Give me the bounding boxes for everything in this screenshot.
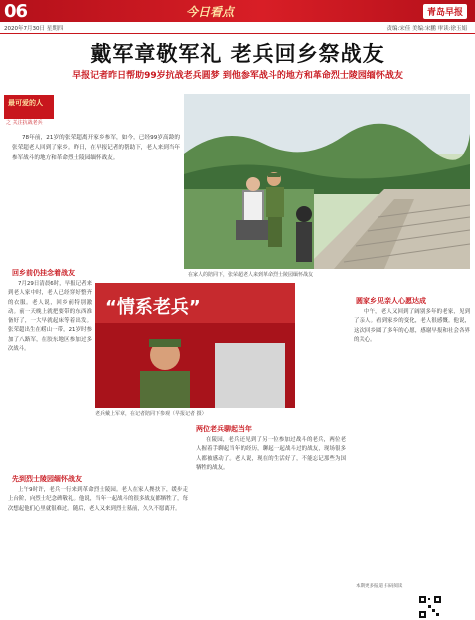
lead-paragraph: 78年前，21岁的张荣超离开家乡参军，如今，已经99岁高龄的张荣超老人回到了家乡。昨日，在早报记者的帮助下，老人来到当年参军战斗的地方和革命烈士陵园缅怀战友。 [12,135,180,161]
memorial-photo [184,94,470,269]
dateline [0,22,475,34]
section-heading: 两位老兵聊起当年 [196,425,252,433]
section-heading: 回乡前仍挂念着战友 [12,269,75,277]
ribbon-title: 最可爱的人 [8,99,43,107]
veteran-portrait-photo [95,283,295,408]
brand-logo: 青岛早报 [423,4,467,19]
section-heading: 圆家乡见亲人心愿达成 [356,297,426,305]
photo-caption-2: 老兵戴上军章，在记者陪同下参观（早报记者 摄） [95,411,207,417]
section-body: 7月29日清晨6时，早报记者来到老人家中时，老人已经穿好整齐的衣服。老人说，回乡前特别激动。前一天晚上就把要带的东西准备好了，一大早就起床等着出发。张荣超出生在崂山一带，21岁时参加了八路军，在胶东地区参加过多次战斗。 [8,281,92,353]
section-body: 上午9时许，老兵一行来到革命烈士陵园。老人在家人搀扶下，缓步走上台阶，向烈士纪念碑敬礼。他说，当年一起战斗的很多战友都牺牲了，每次想起他们心里就很难过。随后，老人又来到烈士墓前，久久不愿离开。 [8,487,188,512]
section-body: 中午，老人又回到了阔别多年的老家，见到了亲人。看到家乡的变化，老人很感慨。他说，这次回乡圆了多年的心愿，感谢早报和社会各界的关心。 [354,309,470,343]
editors-credit: 责编:宋佳 美编:宋鹏 审读:徐玉娟 [386,26,467,32]
page-subhead: 早报记者昨日帮助99岁抗战老兵圆梦 到他参军战斗的地方和革命烈士陵园缅怀战友 [72,71,403,81]
issue-date: 2020年7月30日 星期四 [4,26,64,32]
ribbon-subtitle: 之 关注抗战老兵 [6,120,43,126]
section-title: 今日看点 [186,5,235,19]
page-headline: 戴军章敬军礼 老兵回乡祭战友 [90,41,385,66]
qr-code-icon[interactable] [418,595,442,619]
photo-caption-1: 在家人的陪同下，张荣超老人来到革命烈士陵园缅怀战友 [188,272,314,278]
section-body: 在陵园，老兵还见到了另一位参加过战斗的老兵，两位老人握着手聊起当年的经历，聊起一起战斗过的战友，现场很多人都被感动了。老人说，现在的生活好了，不能忘记那些为国牺牲的战友。 [196,437,346,471]
section-heading: 先到烈士陵园缅怀战友 [12,475,82,483]
qr-caption: 本期更多报道 扫码阅读 [356,584,403,589]
column-ribbon [4,95,54,119]
masthead-bar [0,0,475,22]
svg-text:“情系老兵”: “情系老兵” [105,297,201,318]
page-number: 06 [4,1,28,22]
